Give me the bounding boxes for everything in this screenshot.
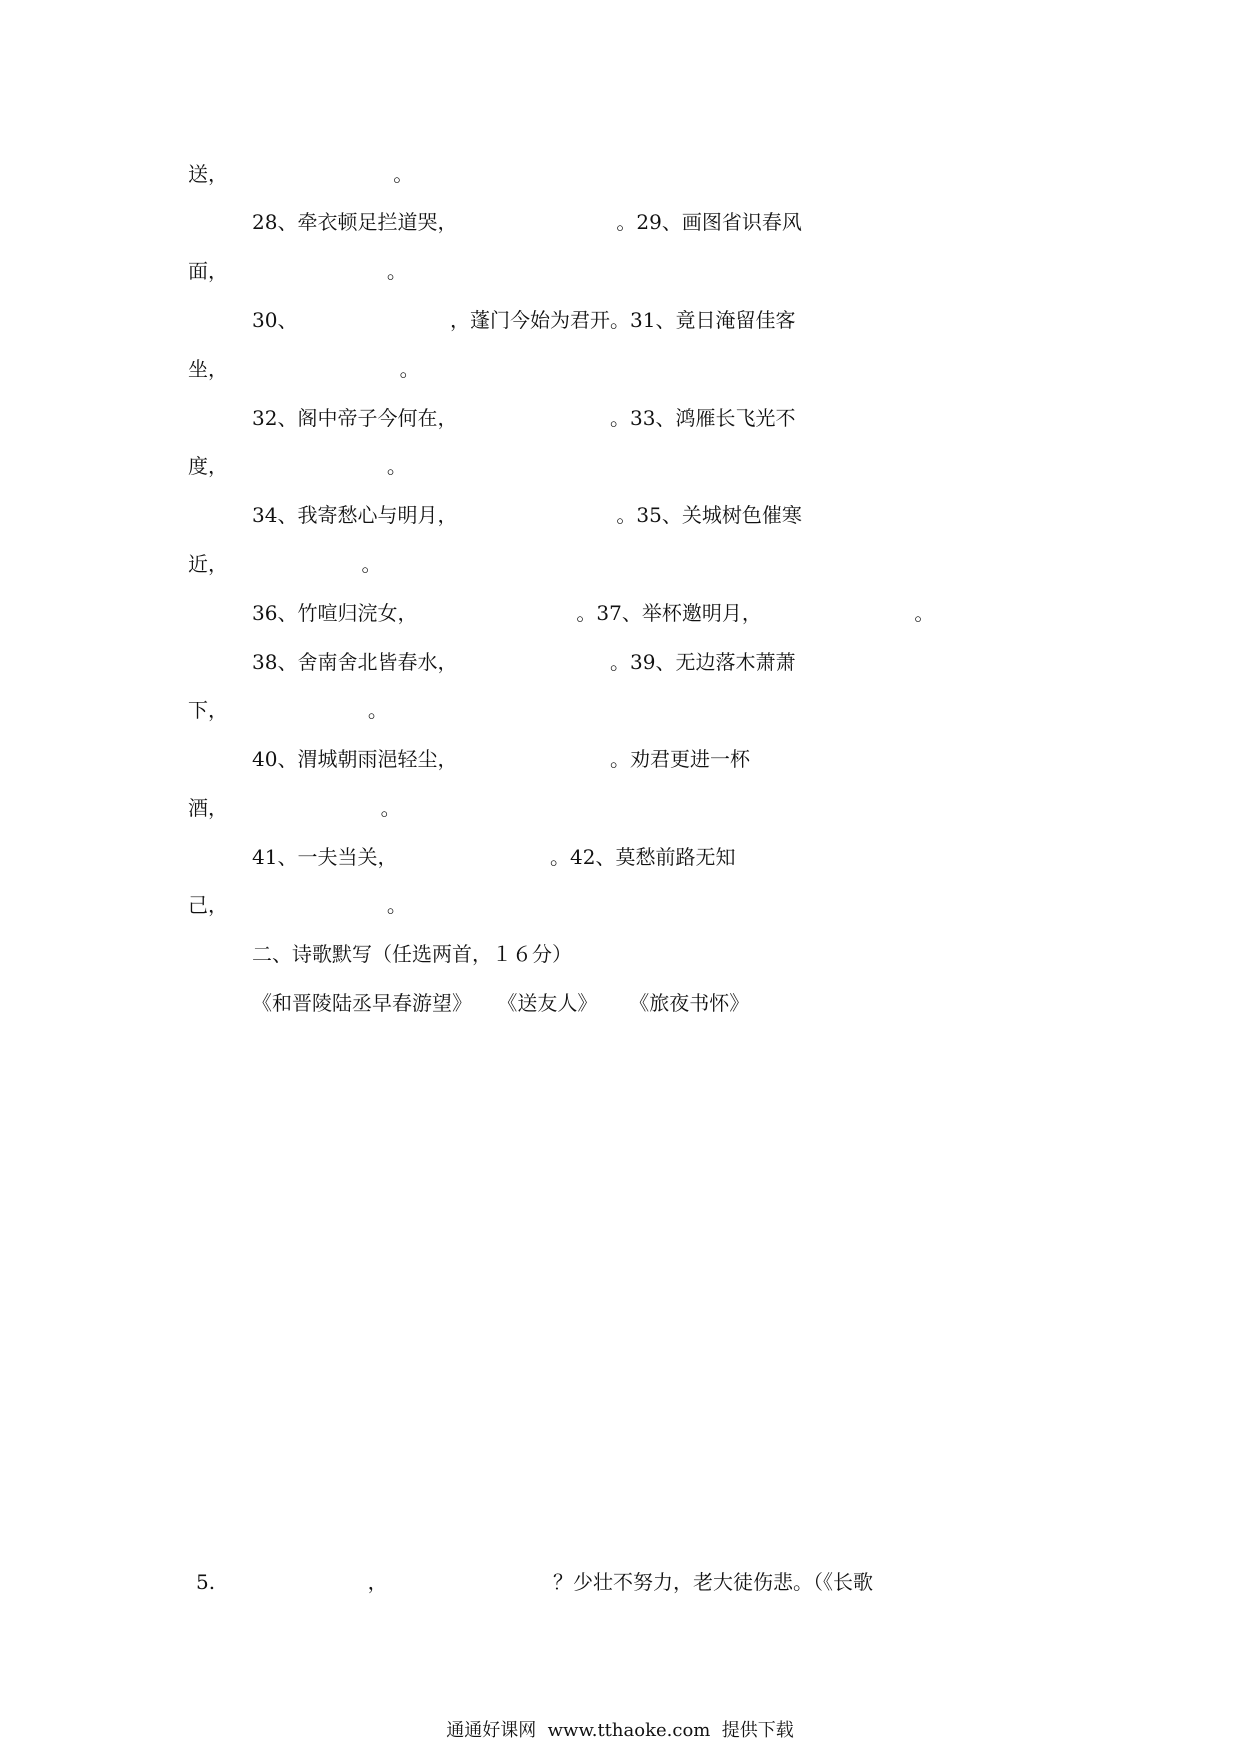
question-34-35: 34、我寄愁心与明月， 。35、关城树色催寒 (252, 503, 802, 527)
question-36-37: 36、竹喧归浣女， 。37、举杯邀明月， 。 (252, 601, 935, 625)
fill-in-line: 酒， 。 (188, 796, 401, 820)
footer-credit: 通通好课网 www.tthaoke.com 提供下载 (446, 1720, 794, 1741)
question-30-31: 30、 ，蓬门今始为君开。31、竟日淹留佳客 (252, 308, 796, 332)
question-5: 5. ， ？少壮不努力，老大徒伤悲。（《长歌 (196, 1570, 873, 1594)
fill-in-line: 下， 。 (188, 698, 388, 722)
fill-in-line: 近， 。 (188, 552, 382, 576)
section-heading: 二、诗歌默写（任选两首，１６分） (252, 942, 572, 966)
question-40: 40、渭城朝雨浥轻尘， 。劝君更进一杯 (252, 747, 751, 771)
question-32-33: 32、阁中帝子今何在， 。33、鸿雁长飞光不 (252, 406, 796, 430)
fill-in-line: 送， 。 (188, 162, 414, 186)
fill-in-line: 坐， 。 (188, 357, 420, 381)
poem-titles: 《和晋陵陆丞早春游望》 《送友人》 《旅夜书怀》 (252, 991, 750, 1015)
fill-in-line: 度， 。 (188, 454, 407, 478)
fill-in-line: 面， 。 (188, 259, 407, 283)
question-38-39: 38、舍南舍北皆春水， 。39、无边落木萧萧 (252, 650, 796, 674)
question-41-42: 41、一夫当关， 。42、莫愁前路无知 (252, 845, 736, 869)
question-28-29: 28、牵衣顿足拦道哭， 。29、画图省识春风 (252, 210, 802, 234)
fill-in-line: 己， 。 (188, 893, 407, 917)
